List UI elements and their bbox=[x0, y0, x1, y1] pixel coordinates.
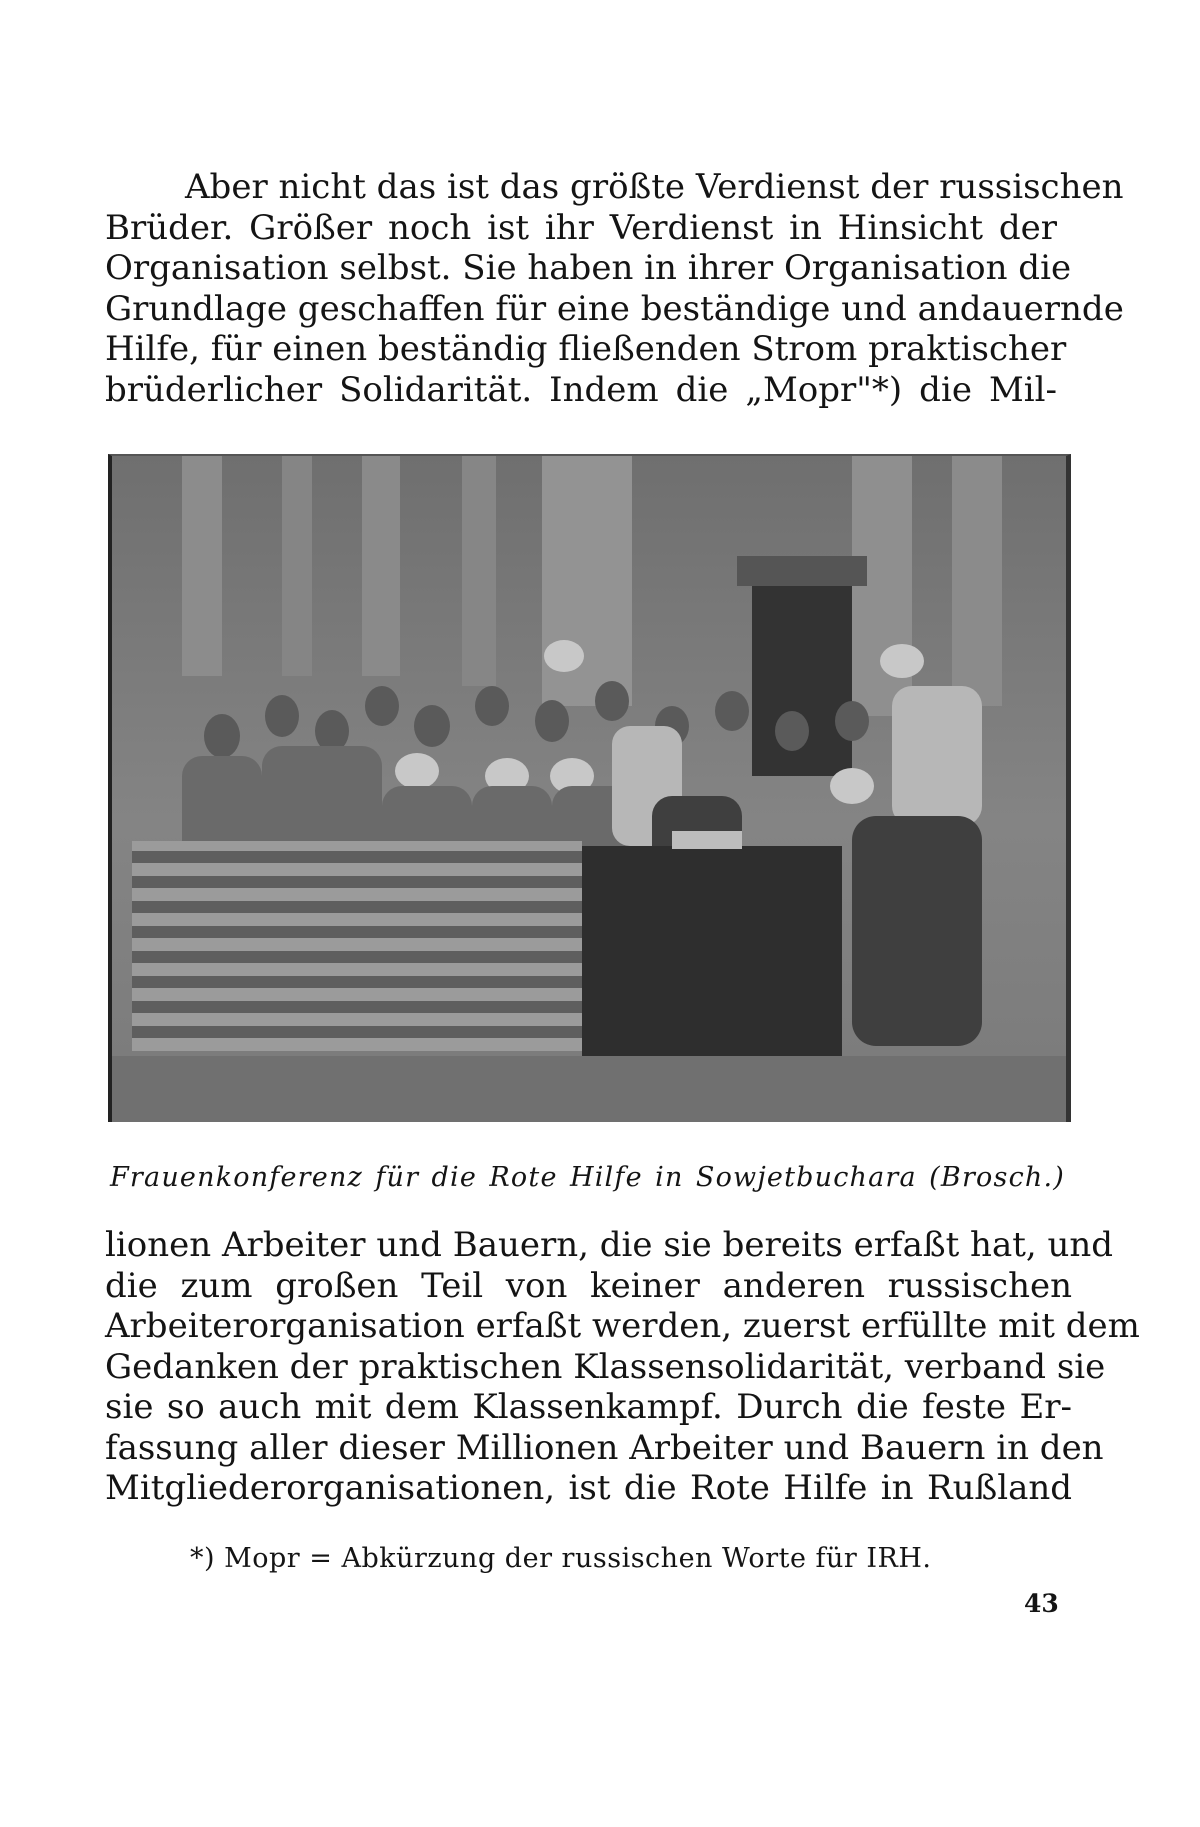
text-line: fassung aller dieser Millionen Arbeiter und Bauern in den bbox=[105, 1427, 1104, 1468]
footnote: *) Mopr = Abkürzung der russischen Worte für IRH. bbox=[190, 1543, 932, 1574]
photo-illustration bbox=[112, 456, 1066, 1122]
group-photograph bbox=[108, 454, 1071, 1122]
text-line: die zum großen Teil von keiner anderen russischen bbox=[105, 1265, 1072, 1306]
text-line: Organisation selbst. Sie haben in ihrer Organisation die bbox=[105, 248, 1072, 288]
text-line: brüderlicher Solidarität. Indem die „Mopr"*) die Mil- bbox=[105, 369, 1057, 410]
text-line: Aber nicht das ist das größte Verdienst der russischen bbox=[185, 167, 1124, 207]
text-line: Arbeiterorganisation erfaßt werden, zuerst erfüllte mit dem bbox=[105, 1306, 1140, 1346]
paragraph-top bbox=[105, 167, 1124, 410]
paragraph-bottom bbox=[105, 1225, 1140, 1509]
text-line: Mitgliederorganisationen, ist die Rote Hilfe in Rußland bbox=[105, 1468, 1072, 1508]
text-line: Grundlage geschaffen für eine beständige und andauernde bbox=[105, 288, 1124, 329]
text-line: Hilfe, für einen beständig fließenden Strom praktischer bbox=[105, 329, 1067, 369]
text-line: Brüder. Größer noch ist ihr Verdienst in Hinsicht der bbox=[105, 207, 1057, 248]
text-line: sie so auch mit dem Klassenkampf. Durch die feste Er- bbox=[105, 1387, 1072, 1427]
text-line: Gedanken der praktischen Klassensolidarität, verband sie bbox=[105, 1346, 1106, 1387]
page-number: 43 bbox=[1024, 1589, 1059, 1618]
photo-caption: Frauenkonferenz für die Rote Hilfe in Sowjetbuchara (Brosch.) bbox=[110, 1162, 1065, 1193]
text-line: lionen Arbeiter und Bauern, die sie bereits erfaßt hat, und bbox=[105, 1225, 1114, 1265]
